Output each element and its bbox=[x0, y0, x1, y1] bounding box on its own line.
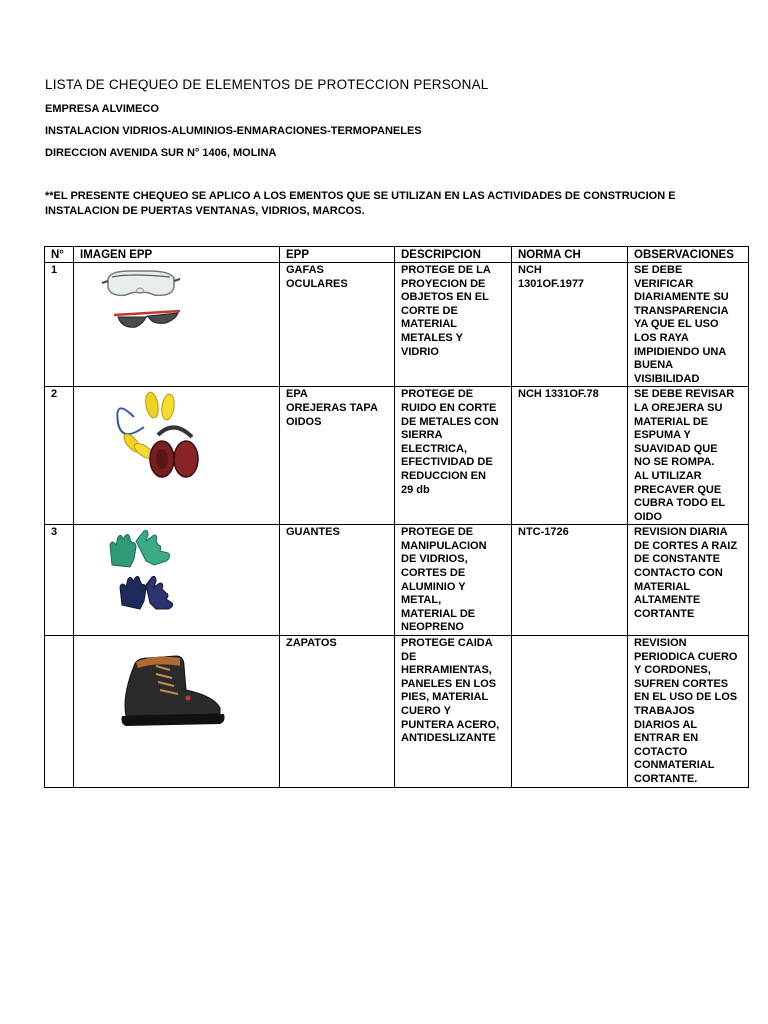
row-num: 1 bbox=[45, 263, 74, 387]
row-norm bbox=[512, 636, 628, 788]
row-description: PROTEGE DE MANIPULACION DE VIDRIOS, CORTES DE ALUMINIO Y METAL, MATERIAL DE NEOPRENO bbox=[395, 525, 512, 636]
header-norm: NORMA CH bbox=[512, 247, 628, 263]
safety-boot-icon bbox=[74, 636, 280, 787]
header-image: IMAGEN EPP bbox=[74, 247, 280, 263]
row-observations: REVISION DIARIA DE CORTES A RAIZ DE CONSTANTE CONTACTO CON MATERIAL ALTAMENTE CORTANTE bbox=[628, 525, 749, 636]
row-description: PROTEGE DE LA PROYECION DE OBJETOS EN EL CORTE DE MATERIAL METALES Y VIDRIO bbox=[395, 263, 512, 387]
row-norm: NCH 1301OF.1977 bbox=[512, 263, 628, 387]
safety-glasses-icon bbox=[74, 263, 280, 387]
header-description: DESCRIPCION bbox=[395, 247, 512, 263]
row-norm: NTC-1726 bbox=[512, 525, 628, 636]
row-num bbox=[45, 636, 74, 788]
header-num: N° bbox=[45, 247, 74, 263]
ear-protection-icon bbox=[74, 387, 280, 524]
row-epp: ZAPATOS bbox=[280, 636, 395, 788]
document-title: LISTA DE CHEQUEO DE ELEMENTOS DE PROTECCION PERSONAL bbox=[45, 77, 489, 92]
address-line: DIRECCION AVENIDA SUR N° 1406, MOLINA bbox=[45, 147, 277, 159]
installation-line: INSTALACION VIDRIOS-ALUMINIOS-ENMARACIONES-TERMOPANELES bbox=[45, 125, 422, 137]
table-row bbox=[45, 636, 749, 788]
table-row bbox=[45, 525, 749, 636]
image-cell bbox=[74, 263, 280, 387]
row-norm: NCH 1331OF.78 bbox=[512, 387, 628, 525]
table-row bbox=[45, 387, 749, 525]
row-epp: GUANTES bbox=[280, 525, 395, 636]
image-cell bbox=[74, 387, 280, 525]
image-cell bbox=[74, 525, 280, 636]
row-num: 3 bbox=[45, 525, 74, 636]
row-observations: SE DEBE REVISAR LA OREJERA SU MATERIAL DE ESPUMA Y SUAVIDAD QUE NO SE ROMPA. AL UTILIZAR PRECAVER QUE CUBRA TODO EL OIDO bbox=[628, 387, 749, 525]
row-description: PROTEGE DE RUIDO EN CORTE DE METALES CON SIERRA ELECTRICA, EFECTIVIDAD DE REDUCCION EN 29 db bbox=[395, 387, 512, 525]
header-observations: OBSERVACIONES bbox=[628, 247, 749, 263]
table-header-row bbox=[45, 247, 749, 263]
header-epp: EPP bbox=[280, 247, 395, 263]
image-cell bbox=[74, 636, 280, 788]
row-observations: SE DEBE VERIFICAR DIARIAMENTE SU TRANSPARENCIA YA QUE EL USO LOS RAYA IMPIDIENDO UNA BUENA VISIBILIDAD bbox=[628, 263, 749, 387]
checklist-note: **EL PRESENTE CHEQUEO SE APLICO A LOS EMENTOS QUE SE UTILIZAN EN LAS ACTIVIDADES DE CONSTRUCION E INSTALACION DE PUERTAS VENTANAS, VIDRIOS, MARCOS. bbox=[45, 190, 676, 217]
company-name: EMPRESA ALVIMECO bbox=[45, 103, 159, 115]
table-row bbox=[45, 263, 749, 387]
row-num: 2 bbox=[45, 387, 74, 525]
ppe-checklist-table bbox=[44, 246, 749, 788]
gloves-icon bbox=[74, 525, 280, 635]
row-epp: EPA OREJERAS TAPA OIDOS bbox=[280, 387, 395, 525]
row-observations: REVISION PERIODICA CUERO Y CORDONES, SUFREN CORTES EN EL USO DE LOS TRABAJOS DIARIOS AL ENTRAR EN COTACTO CONMATERIAL CORTANTE. bbox=[628, 636, 749, 788]
row-description: PROTEGE CAIDA DE HERRAMIENTAS, PANELES EN LOS PIES, MATERIAL CUERO Y PUNTERA ACERO, ANTIDESLIZANTE bbox=[395, 636, 512, 788]
row-epp: GAFAS OCULARES bbox=[280, 263, 395, 387]
